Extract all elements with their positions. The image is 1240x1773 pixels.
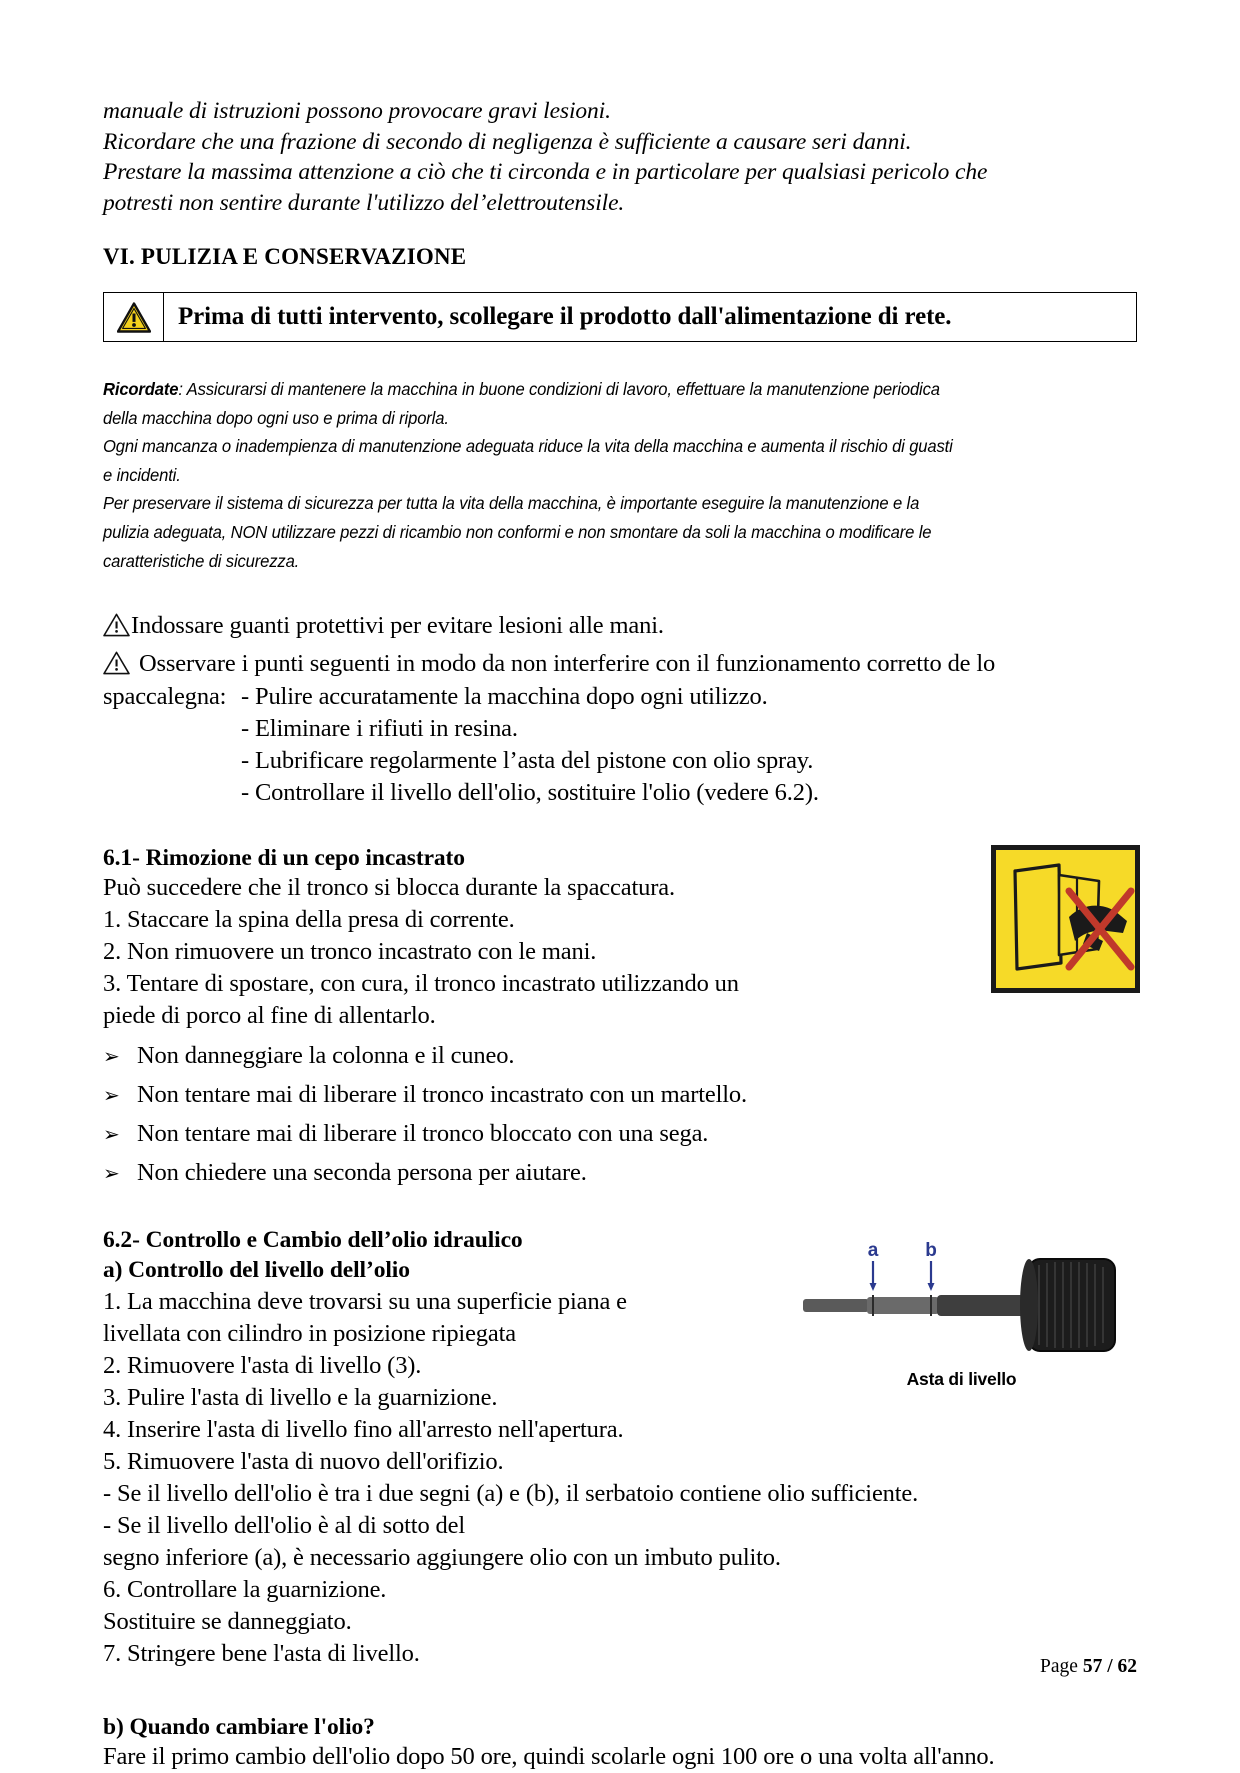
- ricordate-line-6: pulizia adeguata, NON utilizzare pezzi di ricambio non conformi e non smontare da soli la macchina o modificare le: [103, 521, 932, 542]
- warning-triangle-outline-icon: [103, 651, 130, 675]
- ricordate-label: Ricordate: [103, 379, 179, 399]
- spacer: [103, 745, 241, 777]
- warning-text-cell: [164, 293, 1136, 341]
- maintenance-point-row: [103, 681, 1140, 713]
- maintenance-point-1: - Pulire accuratamente la macchina dopo ogni utilizzo.: [241, 683, 768, 711]
- no-hands-stuck-log-pictogram: [991, 845, 1140, 993]
- arrow-bullet-icon: ➢: [103, 1044, 120, 1069]
- arrow-bullet-icon: ➢: [103, 1161, 120, 1186]
- maintenance-point-row: [103, 777, 1140, 809]
- ricordate-line-1-rest: : Assicurarsi di mantenere la macchina in buone condizioni di lavoro, effettuare la manutenzione periodica: [178, 379, 940, 399]
- warning-triangle-icon: [117, 302, 151, 333]
- intro-line-4: potresti non sentire durante l'utilizzo del’elettroutensile.: [103, 189, 625, 216]
- footer-prefix: Page: [1040, 1656, 1083, 1677]
- maintenance-point-row: [103, 713, 1140, 745]
- warning-banner: [103, 292, 1137, 342]
- footer-page-number: 57: [1082, 1656, 1103, 1677]
- bullet-item: [103, 1118, 1140, 1150]
- arrow-bullet-icon: ➢: [103, 1083, 120, 1108]
- spacer: [103, 777, 241, 809]
- section-6-1-bullets: [103, 1040, 1140, 1189]
- ricordate-paragraph: [103, 375, 1093, 575]
- footer-total-pages: 62: [1117, 1656, 1137, 1677]
- bullet-text: Non chiedere una seconda persona per aiutare.: [137, 1159, 587, 1187]
- intro-paragraph: [103, 96, 1140, 218]
- splitter-label: spaccalegna:: [103, 683, 227, 711]
- maintenance-point-3: - Lubrificare regolarmente l’asta del pistone con olio spray.: [241, 747, 814, 775]
- spacer: [103, 713, 241, 745]
- section-b-text: Fare il primo cambio dell'olio dopo 50 ore, quindi scolarle ogni 100 ore o una volta all'anno.: [103, 1743, 995, 1771]
- oil-note-2: - Se il livello dell'olio è al di sotto del: [103, 1512, 466, 1540]
- section-6-1-line-5: piede di porco al fine di allentarlo.: [103, 1002, 436, 1030]
- dipstick-illustration: [789, 1237, 1134, 1362]
- bullet-item: [103, 1079, 1140, 1111]
- gloves-note: [103, 609, 1140, 642]
- bullet-text: Non tentare mai di liberare il tronco bloccato con una sega.: [137, 1120, 709, 1148]
- section-6-1-heading: 6.1- Rimozione di un cepo incastrato: [103, 845, 465, 872]
- section-6-2: [103, 1227, 1140, 1670]
- ricordate-line-1: [103, 375, 1093, 404]
- oil-note-3: segno inferiore (a), è necessario aggiungere olio con un imbuto pulito.: [103, 1544, 781, 1572]
- observe-note: [103, 647, 1140, 680]
- page-footer: [1040, 1656, 1137, 1678]
- footer-separator: /: [1102, 1656, 1118, 1677]
- safety-notes: [103, 609, 1140, 809]
- section-6-1-body: [103, 872, 1140, 1032]
- observe-note-text: Osservare i punti seguenti in modo da non interferire con il funzionamento corretto de lo: [139, 650, 996, 678]
- bullet-item: [103, 1157, 1140, 1189]
- section-b: [103, 1714, 1140, 1773]
- oil-step-4: 4. Inserire l'asta di livello fino all'arresto nell'apertura.: [103, 1416, 624, 1444]
- bullet-item: [103, 1040, 1140, 1072]
- section-6-2-subheading-a: a) Controllo del livello dell’olio: [103, 1257, 410, 1284]
- arrow-bullet-icon: ➢: [103, 1122, 120, 1147]
- maintenance-point-2: - Eliminare i rifiuti in resina.: [241, 715, 518, 743]
- ricordate-line-2: della macchina dopo ogni uso e prima di riporla.: [103, 407, 449, 428]
- oil-step-6: 6. Controllare la guarnizione.: [103, 1576, 387, 1604]
- maintenance-point-row: [103, 745, 1140, 777]
- ricordate-line-7: caratteristiche di sicurezza.: [103, 550, 300, 571]
- bullet-text: Non tentare mai di liberare il tronco incastrato con un martello.: [137, 1081, 748, 1109]
- bullet-text: Non danneggiare la colonna e il cuneo.: [137, 1042, 515, 1070]
- section-b-heading: b) Quando cambiare l'olio?: [103, 1714, 375, 1741]
- section-b-body: [103, 1741, 1140, 1773]
- warning-triangle-outline-icon: [103, 613, 130, 637]
- oil-step-1: 1. La macchina deve trovarsi su una superficie piana e: [103, 1288, 627, 1316]
- oil-step-6b: Sostituire se danneggiato.: [103, 1608, 352, 1636]
- intro-line-2: Ricordare che una frazione di secondo di negligenza è sufficiente a causare seri danni.: [103, 128, 912, 155]
- oil-step-5: 5. Rimuovere l'asta di nuovo dell'orifizio.: [103, 1448, 504, 1476]
- section-6-1-line-3: 2. Non rimuovere un tronco incastrato con le mani.: [103, 938, 597, 966]
- warning-icon-cell: [104, 293, 164, 341]
- gloves-note-text: Indossare guanti protettivi per evitare lesioni alle mani.: [131, 612, 664, 640]
- oil-step-7: 7. Stringere bene l'asta di livello.: [103, 1640, 420, 1668]
- marker-label-a: a: [867, 1240, 879, 1262]
- marker-label-b: b: [925, 1240, 937, 1262]
- section-6-1-line-2: 1. Staccare la spina della presa di corrente.: [103, 906, 515, 934]
- warning-banner-text: Prima di tutti intervento, scollegare il prodotto dall'alimentazione di rete.: [178, 303, 952, 330]
- maintenance-point-4: - Controllare il livello dell'olio, sostituire l'olio (vedere 6.2).: [241, 779, 819, 807]
- intro-line-1: manuale di istruzioni possono provocare gravi lesioni.: [103, 98, 611, 124]
- ricordate-line-4: e incidenti.: [103, 464, 181, 485]
- intro-line-3: Prestare la massima attenzione a ciò che ti circonda e in particolare per qualsiasi pericolo che: [103, 159, 988, 185]
- dipstick-caption: Asta di livello: [906, 1369, 1017, 1390]
- oil-step-1b: livellata con cilindro in posizione ripiegata: [103, 1320, 517, 1348]
- section-6-2-heading: 6.2- Controllo e Cambio dell’olio idraulico: [103, 1227, 523, 1254]
- oil-note-1: - Se il livello dell'olio è tra i due segni (a) e (b), il serbatoio contiene olio sufficiente.: [103, 1480, 919, 1508]
- dipstick-figure: [789, 1237, 1134, 1390]
- section-6-1-line-1: Può succedere che il tronco si blocca durante la spaccatura.: [103, 874, 675, 902]
- oil-step-3: 3. Pulire l'asta di livello e la guarnizione.: [103, 1384, 498, 1412]
- maintenance-points-list: [103, 681, 1140, 809]
- section-6-1-line-4: 3. Tentare di spostare, con cura, il tronco incastrato utilizzando un: [103, 970, 739, 998]
- ricordate-line-3: Ogni mancanza o inadempienza di manutenzione adeguata riduce la vita della macchina e aumenta il rischio di guasti: [103, 436, 953, 457]
- section-6-1: [103, 845, 1140, 1189]
- oil-step-2: 2. Rimuovere l'asta di livello (3).: [103, 1352, 422, 1380]
- section-heading: VI. PULIZIA E CONSERVAZIONE: [103, 244, 467, 269]
- ricordate-line-5: Per preservare il sistema di sicurezza per tutta la vita della macchina, è importante eseguire la manutenzione e la: [103, 493, 920, 514]
